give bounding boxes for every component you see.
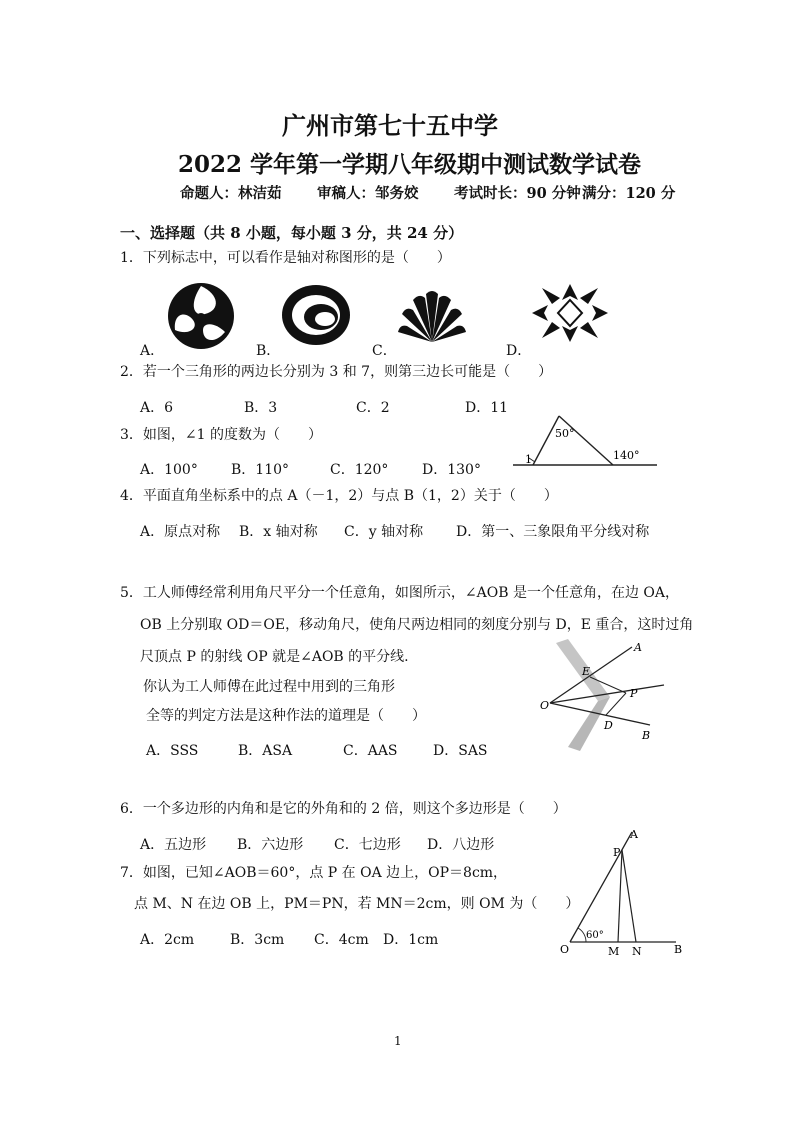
q5-option-c[interactable]: C．AAS [343, 743, 398, 759]
q4-option-b[interactable]: B．x 轴对称 [239, 524, 318, 540]
q4-option-c[interactable]: C．y 轴对称 [344, 524, 424, 540]
q5-option-d[interactable]: D．SAS [433, 743, 488, 759]
q6-option-b[interactable]: B．六边形 [237, 837, 304, 853]
question-5-line-5: 全等的判定方法是这种作法的道理是（ ） [146, 708, 426, 724]
q3-option-d[interactable]: D．130° [422, 462, 481, 478]
q7-point-n: N [632, 945, 642, 958]
logo-d-icon[interactable] [530, 282, 610, 344]
question-6-stem: 6．一个多边形的内角和是它的外角和的 2 倍，则这个多边形是（ ） [120, 801, 567, 817]
q3-figure [505, 410, 661, 470]
q5-point-a: A [634, 641, 642, 654]
q2-option-c[interactable]: C．2 [356, 400, 390, 416]
question-5-line-1: 5．工人师傅经常利用角尺平分一个任意角，如图所示，∠AOB 是一个任意角，在边 OA， [120, 585, 679, 601]
q2-option-d[interactable]: D．11 [465, 400, 509, 416]
q3-option-a[interactable]: A．100° [140, 462, 198, 478]
exam-full-score: 满分：120 分 [582, 185, 676, 202]
q3-angle-top-label: 50° [555, 427, 575, 440]
question-7-line-1: 7．如图，已知∠AOB＝60°，点 P 在 OA 边上，OP＝8cm， [120, 865, 508, 881]
q1-option-a-label[interactable]: A． [140, 343, 165, 359]
q3-angle-right-label: 140° [613, 449, 640, 462]
q4-option-d[interactable]: D．第一、三象限角平分线对称 [456, 524, 650, 540]
q7-point-a: A [630, 828, 638, 841]
logo-c-icon[interactable] [397, 288, 467, 344]
question-5-line-3: 尺顶点 P 的射线 OP 就是∠AOB 的平分线. [140, 649, 409, 665]
q5-point-b: B [642, 729, 651, 742]
q7-option-b[interactable]: B．3cm [230, 932, 285, 948]
section-title: 一、选择题（共 8 小题，每小题 3 分，共 24 分） [120, 224, 464, 242]
question-4-stem: 4．平面直角坐标系中的点 A（－1，2）与点 B（1，2）关于（ ） [120, 488, 558, 504]
q1-option-c-label[interactable]: C． [372, 343, 397, 359]
q1-option-b-label[interactable]: B． [256, 343, 281, 359]
q7-point-o: O [560, 943, 570, 956]
q5-option-a[interactable]: A．SSS [146, 743, 199, 759]
school-name: 广州市第七十五中学 [282, 111, 498, 140]
question-3-stem: 3．如图，∠1 的度数为（ ） [120, 427, 322, 443]
q3-angle-1-label: 1 [525, 453, 532, 466]
q6-option-c[interactable]: C．七边形 [334, 837, 401, 853]
question-1-stem: 1．下列标志中，可以看作是轴对称图形的是（ ） [120, 250, 451, 266]
q3-option-c[interactable]: C．120° [330, 462, 389, 478]
q3-option-b[interactable]: B．110° [231, 462, 290, 478]
q7-option-d[interactable]: D．1cm [383, 932, 439, 948]
q6-option-a[interactable]: A．五边形 [140, 837, 207, 853]
q2-option-a[interactable]: A．6 [140, 400, 174, 416]
question-5-line-4: 你认为工人师傅在此过程中用到的三角形 [143, 679, 395, 695]
q5-point-d: D [604, 719, 613, 732]
exam-title: 2022 学年第一学期八年级期中测试数学试卷 [178, 151, 642, 178]
q6-option-d[interactable]: D．八边形 [427, 837, 495, 853]
q7-point-p: P [613, 846, 621, 859]
q1-option-d-label[interactable]: D． [506, 343, 532, 359]
exam-reviewer: 审稿人：邹务姣 [317, 185, 419, 202]
q7-figure [556, 824, 688, 964]
q5-point-e: E [582, 665, 591, 678]
logo-b-icon[interactable] [279, 282, 353, 348]
q7-point-m: M [608, 945, 620, 958]
q4-option-a[interactable]: A．原点对称 [140, 524, 221, 540]
question-5-line-2: OB 上分别取 OD＝OE，移动角尺，使角尺两边相同的刻度分别与 D，E 重合，这时过角 [140, 617, 694, 633]
exam-duration: 考试时长：90 分钟 [454, 185, 581, 202]
q7-point-b: B [674, 943, 683, 956]
question-7-line-2: 点 M、N 在边 OB 上，PM＝PN，若 MN＝2cm，则 OM 为（ ） [134, 896, 580, 912]
q7-option-a[interactable]: A．2cm [140, 932, 195, 948]
q5-point-p: P [630, 687, 638, 700]
q7-option-c[interactable]: C．4cm [314, 932, 369, 948]
page-number: 1 [394, 1034, 402, 1048]
q5-option-b[interactable]: B．ASA [238, 743, 293, 759]
question-2-stem: 2．若一个三角形的两边长分别为 3 和 7，则第三边长可能是（ ） [120, 364, 553, 380]
logo-a-icon[interactable] [163, 280, 239, 352]
q5-figure [538, 637, 668, 755]
q5-point-o: O [540, 699, 550, 712]
exam-author: 命题人：林洁茹 [180, 185, 282, 202]
q2-option-b[interactable]: B．3 [244, 400, 278, 416]
q7-angle-label: 60° [586, 930, 604, 941]
